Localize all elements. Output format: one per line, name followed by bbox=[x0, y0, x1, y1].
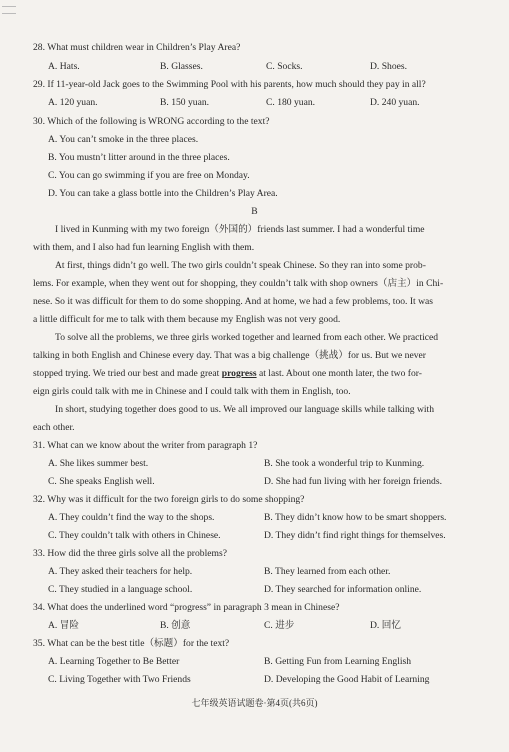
question-31: 31. What can we know about the writer from paragraph 1? bbox=[33, 440, 258, 451]
passage-p2-line4: a little difficult for me to talk with them because my English was not very good. bbox=[33, 314, 341, 325]
passage-p2-line3: nese. So it was difficult for them to do some shopping. And at home, we had a few problems, too. It was bbox=[33, 296, 434, 307]
q33-option-a: A. They asked their teachers for help. bbox=[48, 566, 193, 577]
passage-p2-line2: lems. For example, when they went out for shopping, they couldn’t talk with shop owners（店主）in Chi- bbox=[33, 278, 444, 289]
q28-option-a: A. Hats. bbox=[48, 61, 80, 72]
q33-option-c: C. They studied in a language school. bbox=[48, 584, 193, 595]
q29-option-c: C. 180 yuan. bbox=[266, 97, 316, 108]
q35-option-b: B. Getting Fun from Learning English bbox=[264, 656, 412, 667]
q30-option-a: A. You can’t smoke in the three places. bbox=[48, 134, 199, 145]
q30-option-c: C. You can go swimming if you are free on Monday. bbox=[48, 170, 250, 181]
q31-option-b: B. She took a wonderful trip to Kunming. bbox=[264, 458, 425, 469]
q31-option-a: A. She likes summer best. bbox=[48, 458, 149, 469]
question-34: 34. What does the underlined word “progress” in paragraph 3 mean in Chinese? bbox=[33, 602, 340, 613]
q29-option-a: A. 120 yuan. bbox=[48, 97, 98, 108]
q31-option-d: D. She had fun living with her foreign friends. bbox=[264, 476, 442, 487]
q31-option-c: C. She speaks English well. bbox=[48, 476, 155, 487]
q34-option-d: D. 回忆 bbox=[370, 620, 401, 631]
question-32: 32. Why was it difficult for the two foreign girls to do some shopping? bbox=[33, 494, 305, 505]
passage-p1-line1: I lived in Kunming with my two foreign（外国的）friends last summer. I had a wonderful time bbox=[55, 224, 425, 235]
passage-p1-line2: with them, and I also had fun learning English with them. bbox=[33, 242, 255, 253]
section-label: B bbox=[251, 206, 258, 217]
question-30: 30. Which of the following is WRONG according to the text? bbox=[33, 116, 270, 127]
q35-option-a: A. Learning Together to Be Better bbox=[48, 656, 180, 667]
q32-option-d: D. They didn’t find right things for themselves. bbox=[264, 530, 446, 541]
q33-option-b: B. They learned from each other. bbox=[264, 566, 391, 577]
q29-option-d: D. 240 yuan. bbox=[370, 97, 420, 108]
passage-p3-line2: talking in both English and Chinese every day. That was a big challenge（挑战）for us. But we never bbox=[33, 350, 426, 361]
q32-option-c: C. They couldn’t talk with others in Chinese. bbox=[48, 530, 221, 541]
q29-option-b: B. 150 yuan. bbox=[160, 97, 210, 108]
underlined-word-progress: progress bbox=[221, 368, 257, 379]
question-35: 35. What can be the best title（标题）for the text? bbox=[33, 638, 230, 649]
question-28: 28. What must children wear in Children’s Play Area? bbox=[33, 42, 241, 53]
q30-option-d: D. You can take a glass bottle into the Children’s Play Area. bbox=[48, 188, 278, 199]
q28-option-c: C. Socks. bbox=[266, 61, 303, 72]
passage-p4-line1: In short, studying together does good to us. We all improved our language skills while talking with bbox=[55, 404, 435, 415]
passage-p2-line1: At first, things didn’t go well. The two girls couldn’t speak Chinese. So they ran into some prob- bbox=[55, 260, 426, 271]
q35-option-d: D. Developing the Good Habit of Learning bbox=[264, 674, 430, 685]
passage-p3-line4: eign girls could talk with me in Chinese and I could talk with them in English, too. bbox=[33, 386, 351, 397]
q33-option-d: D. They searched for information online. bbox=[264, 584, 422, 595]
q28-option-b: B. Glasses. bbox=[160, 61, 203, 72]
q30-option-b: B. You mustn’t litter around in the three places. bbox=[48, 152, 230, 163]
corner-mark bbox=[2, 6, 16, 14]
q28-option-d: D. Shoes. bbox=[370, 61, 408, 72]
q32-option-b: B. They didn’t know how to be smart shoppers. bbox=[264, 512, 447, 523]
q34-option-a: A. 冒险 bbox=[48, 620, 79, 631]
passage-p3-line3 bbox=[33, 368, 422, 380]
q34-option-c: C. 进步 bbox=[264, 620, 295, 631]
question-33: 33. How did the three girls solve all the problems? bbox=[33, 548, 227, 559]
passage-p3-line1: To solve all the problems, we three girls worked together and learned from each other. We practiced bbox=[55, 332, 439, 343]
passage-p4-line2: each other. bbox=[33, 422, 75, 433]
passage-p3-line3-after: at last. About one month later, the two for- bbox=[256, 368, 422, 379]
page-footer: 七年级英语试题卷·第4页(共6页) bbox=[191, 698, 318, 708]
question-29: 29. If 11-year-old Jack goes to the Swimming Pool with his parents, how much should they pay in all? bbox=[33, 79, 426, 90]
q35-option-c: C. Living Together with Two Friends bbox=[48, 674, 191, 685]
q32-option-a: A. They couldn’t find the way to the shops. bbox=[48, 512, 215, 523]
q34-option-b: B. 创意 bbox=[160, 620, 191, 631]
passage-p3-line3-before: stopped trying. We tried our best and made great bbox=[33, 368, 222, 379]
